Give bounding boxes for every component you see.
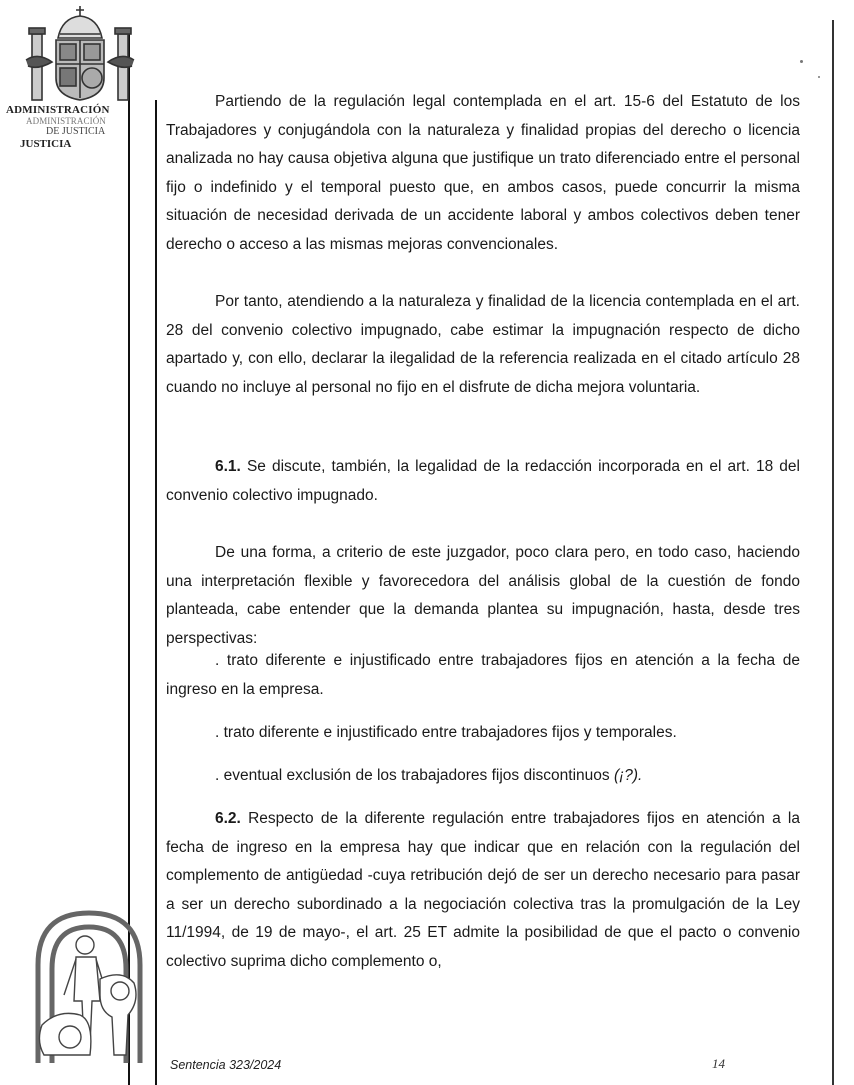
right-margin-rule [832, 20, 834, 1085]
paragraph-4 [166, 539, 800, 653]
paragraph-4-text: De una forma, a criterio de este juzgador, poco clara pero, en todo caso, haciendo una interpretación flexible y favorecedora del análisis global de la cuestión de fondo planteada, cabe entender que la demanda plantea su impugnación, hasta, desde tres perspectivas: [166, 544, 800, 647]
page-number: 14 [712, 1056, 725, 1071]
list-item-3-text: . eventual exclusión de los trabajadores fijos discontinuos [215, 767, 614, 784]
crest-caption [6, 104, 126, 150]
paragraph-2 [166, 288, 800, 402]
paragraph-6-1-text: Se discute, también, la legalidad de la redacción incorporada en el art. 18 del convenio colectivo impugnado. [166, 458, 800, 504]
paragraph-6-2-text: Respecto de la diferente regulación entre trabajadores fijos en atención a la fecha de ingreso en la empresa hay que indicar que en relación con la regulación del complemento de antigüedad -cuya retribución dejó de ser un derecho necesario para pasar a ser un derecho subordinado a la negociación colectiva tras la promulgación de la Ley 11/1994, de 19 de mayo-, el art. 25 ET admite la posibilidad de que el pacto o convenio colectivo suprima dicho complemento o, [166, 810, 800, 970]
paragraph-1-text: Partiendo de la regulación legal contemplada en el art. 15-6 del Estatuto de los Trabajadores y conjugándola con la naturaleza y finalidad propias del derecho o licencia analizada no hay causa objetiva alguna que justifique un trato diferenciado entre el personal fijo o indefinido y el temporal puesto que, en ambos casos, puede concurrir la misma situación de necesidad derivada de un accidente laboral y ambos colectivos deben tener derecho o acceso a las mismas mejoras convencionales. [166, 93, 800, 253]
scan-speck [800, 60, 803, 63]
list-item-2-text: . trato diferente e injustificado entre trabajadores fijos y temporales. [215, 724, 677, 741]
paragraph-6-1 [166, 453, 800, 510]
list-item [166, 647, 800, 704]
section-label-6-1: 6.1. [215, 458, 241, 475]
paragraph-6-2 [166, 805, 800, 976]
list-item [166, 762, 800, 791]
paragraph-2-text: Por tanto, atendiendo a la naturaleza y finalidad de la licencia contemplada en el art. 28 del convenio colectivo impugnado, cabe estimar la impugnación respecto de dicho apartado y, con ello, declarar la ilegalidad de la referencia realizada en el citado artículo 28 cuando no incluye al personal no fijo en el disfrute de dicha mejora voluntaria. [166, 293, 800, 396]
crest-caption-line1: ADMINISTRACIÓN [6, 104, 110, 116]
crest-caption-line3: JUSTICIA [20, 138, 72, 150]
left-margin-rule-inner [155, 100, 157, 1085]
list-item [166, 719, 800, 748]
crest-caption-line2: DE JUSTICIA [46, 126, 106, 137]
list-item-3-suffix: (¡?). [613, 767, 643, 784]
document-reference: Sentencia 323/2024 [170, 1058, 282, 1072]
coat-of-arms-icon [22, 4, 138, 104]
scan-speck [818, 76, 820, 78]
paragraph-1 [166, 88, 800, 259]
section-label-6-2: 6.2. [215, 810, 241, 827]
list-item-1-text: . trato diferente e injustificado entre trabajadores fijos en atención a la fecha de ingreso en la empresa. [166, 652, 800, 698]
crest-caption-overprint: ADMINISTRACIÓN [26, 116, 106, 126]
andalucia-emblem-icon [30, 905, 148, 1065]
